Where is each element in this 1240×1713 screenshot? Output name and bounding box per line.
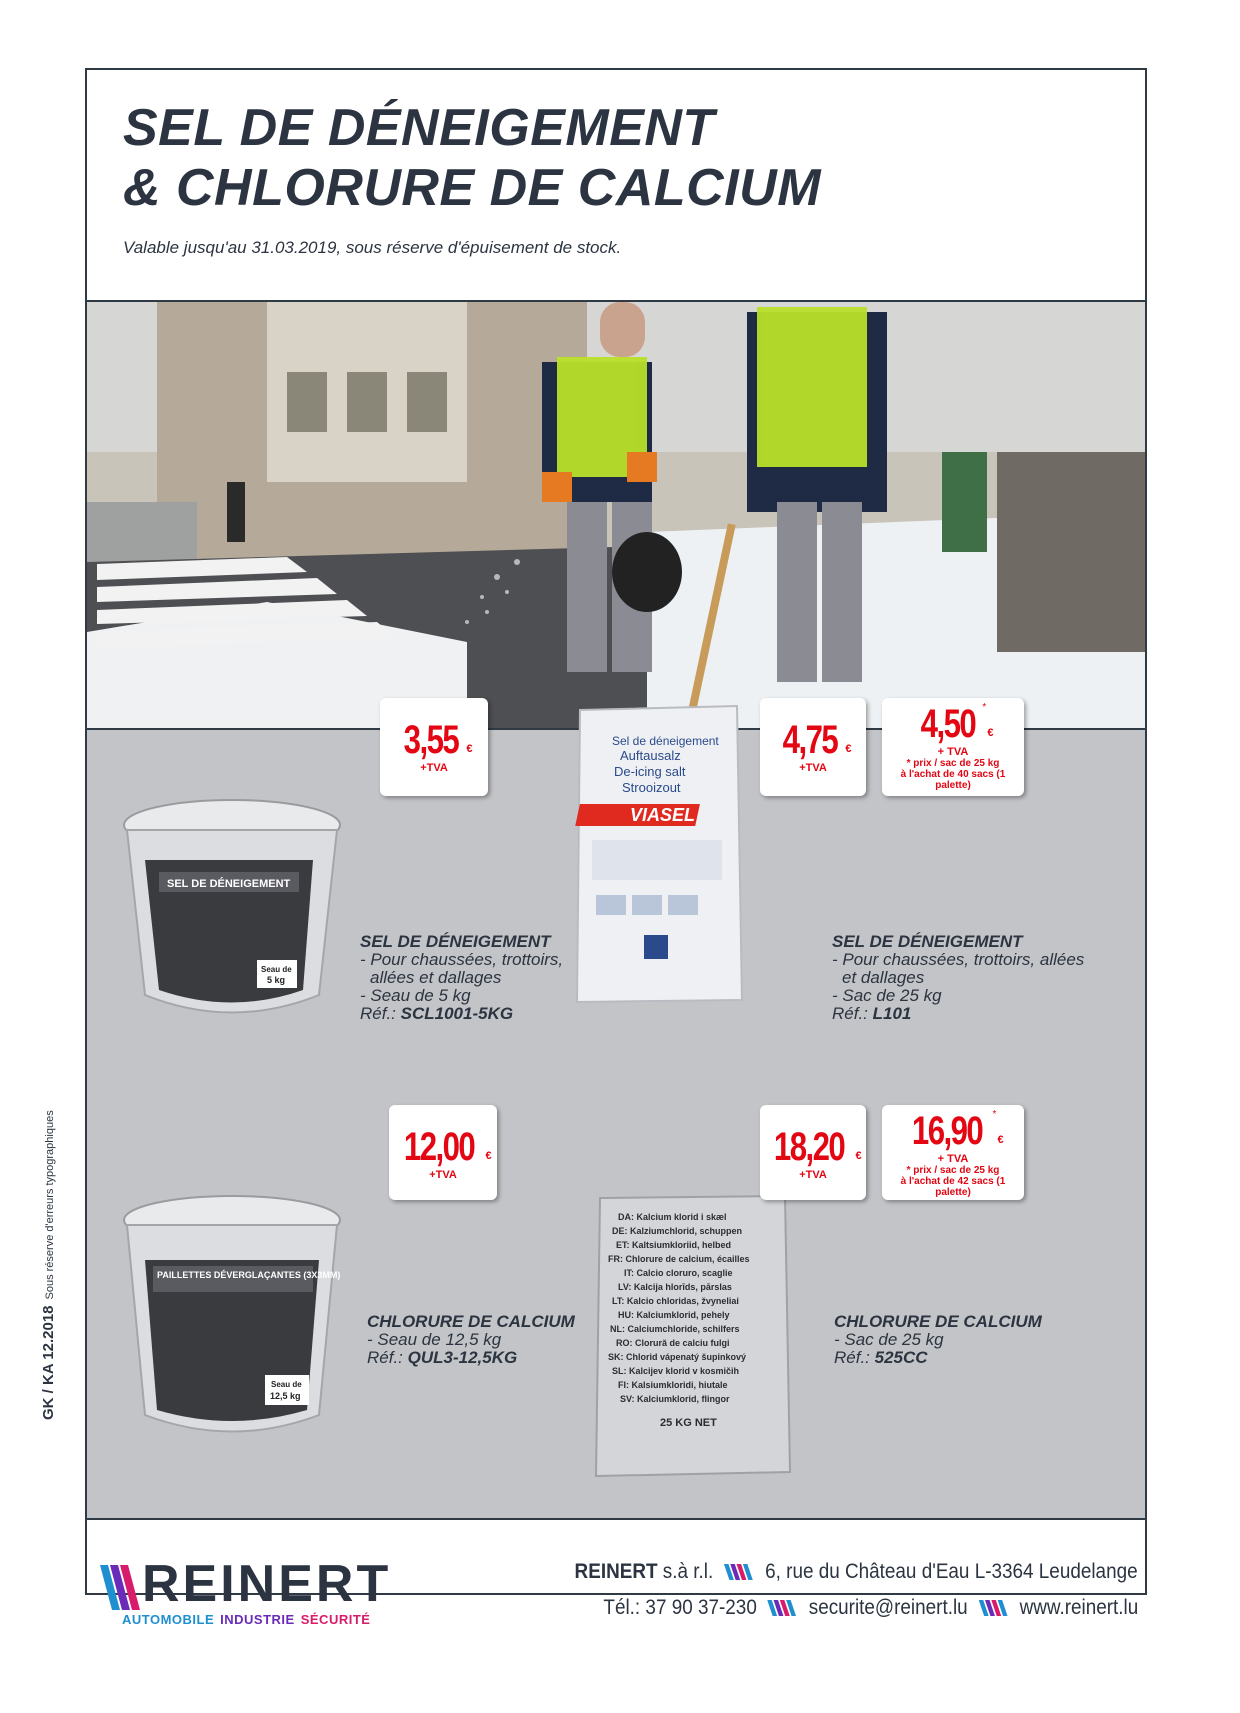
product-1-price: 3,55 — [403, 718, 458, 762]
product-4-promo-tva: + TVA — [937, 1153, 969, 1165]
product-3-price-box — [389, 1105, 497, 1200]
product-1-name: SEL DE DÉNEIGEMENT — [360, 932, 551, 951]
svg-text:RO: Clorură de calciu fulgi: RO: Clorură de calciu fulgi — [616, 1338, 730, 1348]
product-3-currency: € — [485, 1149, 492, 1162]
company-website[interactable]: www.reinert.lu — [1019, 1596, 1138, 1619]
product-1-currency: € — [466, 742, 473, 755]
svg-text:DE: Kalziumchlorid, schuppen: DE: Kalziumchlorid, schuppen — [612, 1226, 743, 1236]
svg-text:25 KG NET: 25 KG NET — [660, 1417, 717, 1429]
product-4-ref-code: 525CC — [874, 1348, 928, 1367]
product-2-currency: € — [845, 742, 852, 755]
product-2-promo-price: 4,50 — [920, 702, 975, 746]
company-email[interactable]: securite@reinert.lu — [808, 1596, 968, 1619]
product-2-bag-image — [572, 700, 747, 1010]
svg-text:LV: Kalcija hlorīds, pārslas: LV: Kalcija hlorīds, pārslas — [618, 1282, 732, 1292]
product-4-name: CHLORURE DE CALCIUM — [834, 1312, 1042, 1331]
product-1-ref-label: Réf.: — [360, 1004, 396, 1023]
stripes-icon — [724, 1564, 755, 1580]
svg-text:DA: Kalcium klorid i skæl: DA: Kalcium klorid i skæl — [618, 1212, 727, 1222]
product-3-ref — [367, 1349, 575, 1367]
company-phone: Tél.: 37 90 37-230 — [603, 1596, 757, 1619]
svg-text:SL: Kalcijev klorid v kosmičih: SL: Kalcijev klorid v kosmičih — [612, 1366, 740, 1376]
svg-text:IT: Calcio cloruro, scaglie: IT: Calcio cloruro, scaglie — [624, 1268, 733, 1278]
product-1-bucket-image — [117, 790, 347, 1030]
product-1-description — [360, 933, 563, 1023]
product-3-ref-label: Réf.: — [367, 1348, 403, 1367]
svg-text:12,5 kg: 12,5 kg — [270, 1391, 301, 1401]
product-2-promo-note-1: * prix / sac de 25 kg — [906, 758, 1000, 769]
product-2-name: SEL DE DÉNEIGEMENT — [832, 932, 1023, 951]
svg-text:Auftausalz: Auftausalz — [620, 748, 681, 763]
company-address: 6, rue du Château d'Eau L-3364 Leudelange — [765, 1560, 1138, 1583]
product-2-price: 4,75 — [782, 718, 837, 762]
product-3-price: 12,00 — [404, 1125, 475, 1169]
company-contact-line — [603, 1596, 1138, 1620]
svg-text:Seau de: Seau de — [261, 965, 292, 974]
svg-text:HU: Kalciumklorid, pehely: HU: Kalciumklorid, pehely — [618, 1310, 730, 1320]
svg-text:Strooizout: Strooizout — [622, 780, 681, 795]
svg-text:SK: Chlorid vápenatý šupinkový: SK: Chlorid vápenatý šupinkový — [608, 1352, 747, 1362]
product-2-desc-3: - Sac de 25 kg — [832, 986, 942, 1005]
svg-text:De-icing salt: De-icing salt — [614, 764, 686, 779]
svg-text:NL: Calciumchloride, schilfers: NL: Calciumchloride, schilfers — [610, 1324, 740, 1334]
title-line-2: & CHLORURE DE CALCIUM — [123, 159, 822, 217]
reinert-logo: REINERT — [142, 1555, 392, 1613]
svg-text:Sel de déneigement: Sel de déneigement — [612, 734, 719, 748]
product-4-desc-1: - Sac de 25 kg — [834, 1330, 944, 1349]
product-4-promo-price: 16,90 — [912, 1109, 983, 1153]
stripes-icon — [978, 1600, 1009, 1616]
company-name: REINERT — [574, 1560, 658, 1583]
product-2-promo-box — [882, 698, 1024, 796]
product-3-bucket-image — [117, 1190, 347, 1450]
product-2-ref-label: Réf.: — [832, 1004, 868, 1023]
product-1-ref-code: SCL1001-5KG — [400, 1004, 514, 1023]
product-4-ref — [834, 1349, 1042, 1367]
hero-photo — [87, 300, 1145, 730]
product-4-tva: +TVA — [799, 1169, 827, 1181]
product-2-promo-star: * — [982, 702, 987, 713]
product-4-ref-label: Réf.: — [834, 1348, 870, 1367]
svg-text:ET: Kaltsiumkloriid, helbed: ET: Kaltsiumkloriid, helbed — [616, 1240, 732, 1250]
product-4-promo-note-1: * prix / sac de 25 kg — [906, 1165, 1000, 1176]
product-4-promo-currency: € — [997, 1133, 1004, 1146]
svg-text:5 kg: 5 kg — [267, 975, 286, 985]
product-4-price-box — [760, 1105, 866, 1200]
company-address-line — [575, 1560, 1138, 1584]
reinert-tagline — [122, 1612, 370, 1627]
product-2-ref — [832, 1005, 1084, 1023]
svg-text:SEL DE DÉNEIGEMENT: SEL DE DÉNEIGEMENT — [167, 878, 291, 890]
svg-text:SV: Kalciumklorid, flingor: SV: Kalciumklorid, flingor — [620, 1394, 730, 1404]
product-4-promo-box — [882, 1105, 1024, 1200]
company-suffix: s.à r.l. — [663, 1560, 714, 1583]
svg-text:LT: Kalcio chloridas, žvynelia: LT: Kalcio chloridas, žvyneliai — [612, 1296, 739, 1306]
product-3-name: CHLORURE DE CALCIUM — [367, 1312, 575, 1331]
product-2-promo-currency: € — [987, 726, 994, 739]
validity-note: Valable jusqu'au 31.03.2019, sous réserve d'épuisement de stock. — [123, 238, 622, 257]
product-4-description — [834, 1313, 1042, 1367]
product-1-desc-2: allées et dallages — [370, 968, 502, 987]
product-2-ref-code: L101 — [872, 1004, 912, 1023]
product-4-promo-star: * — [992, 1109, 997, 1120]
svg-text:FR: Chlorure de calcium, écail: FR: Chlorure de calcium, écailles — [608, 1254, 750, 1264]
svg-text:PAILLETTES DÉVERGLAÇANTES (3X3: PAILLETTES DÉVERGLAÇANTES (3X3MM) — [157, 1270, 341, 1280]
svg-text:Seau de: Seau de — [271, 1380, 302, 1389]
hero-illustration — [87, 302, 1145, 730]
product-2-tva: +TVA — [799, 762, 827, 774]
product-2-desc-1: - Pour chaussées, trottoirs, allées — [832, 950, 1085, 969]
product-1-price-box — [380, 698, 488, 796]
product-2-desc-2: et dallages — [842, 968, 925, 987]
product-2-promo-tva: + TVA — [937, 746, 969, 758]
product-2-description — [832, 933, 1084, 1023]
product-3-description — [367, 1313, 575, 1367]
product-3-tva: +TVA — [429, 1169, 457, 1181]
product-4-promo-note-2: à l'achat de 42 sacs (1 palette) — [900, 1176, 1006, 1198]
product-4-price: 18,20 — [774, 1125, 845, 1169]
side-note-code: GK / KA 12.2018 — [40, 1305, 57, 1420]
tagline-industrie: INDUSTRIE — [220, 1612, 295, 1627]
product-1-ref — [360, 1005, 563, 1023]
product-1-desc-1: - Pour chaussées, trottoirs, — [360, 950, 564, 969]
page-title — [123, 98, 821, 218]
svg-text:FI: Kalsiumkloridi, hiutale: FI: Kalsiumkloridi, hiutale — [618, 1380, 728, 1390]
tagline-securite: SÉCURITÉ — [300, 1612, 371, 1627]
product-3-ref-code: QUL3-12,5KG — [407, 1348, 518, 1367]
product-4-currency: € — [855, 1149, 862, 1162]
product-2-price-box — [760, 698, 866, 796]
side-note — [40, 1110, 57, 1420]
tagline-automobile: AUTOMOBILE — [122, 1612, 215, 1627]
stripes-icon — [767, 1600, 798, 1616]
product-2-promo-note-2: à l'achat de 40 sacs (1 palette) — [900, 769, 1006, 791]
product-3-desc-1: - Seau de 12,5 kg — [367, 1330, 502, 1349]
product-1-tva: +TVA — [420, 762, 448, 774]
products-panel — [87, 702, 1145, 1520]
header — [87, 70, 1145, 300]
svg-text:VIASEL: VIASEL — [630, 805, 696, 825]
side-note-disclaimer: Sous réserve d'erreurs typographiques — [44, 1110, 56, 1300]
title-line-1: SEL DE DÉNEIGEMENT — [123, 99, 715, 157]
product-4-bag-image — [590, 1190, 795, 1480]
reinert-logo-stripes-icon — [100, 1565, 140, 1610]
product-1-desc-3: - Seau de 5 kg — [360, 986, 471, 1005]
